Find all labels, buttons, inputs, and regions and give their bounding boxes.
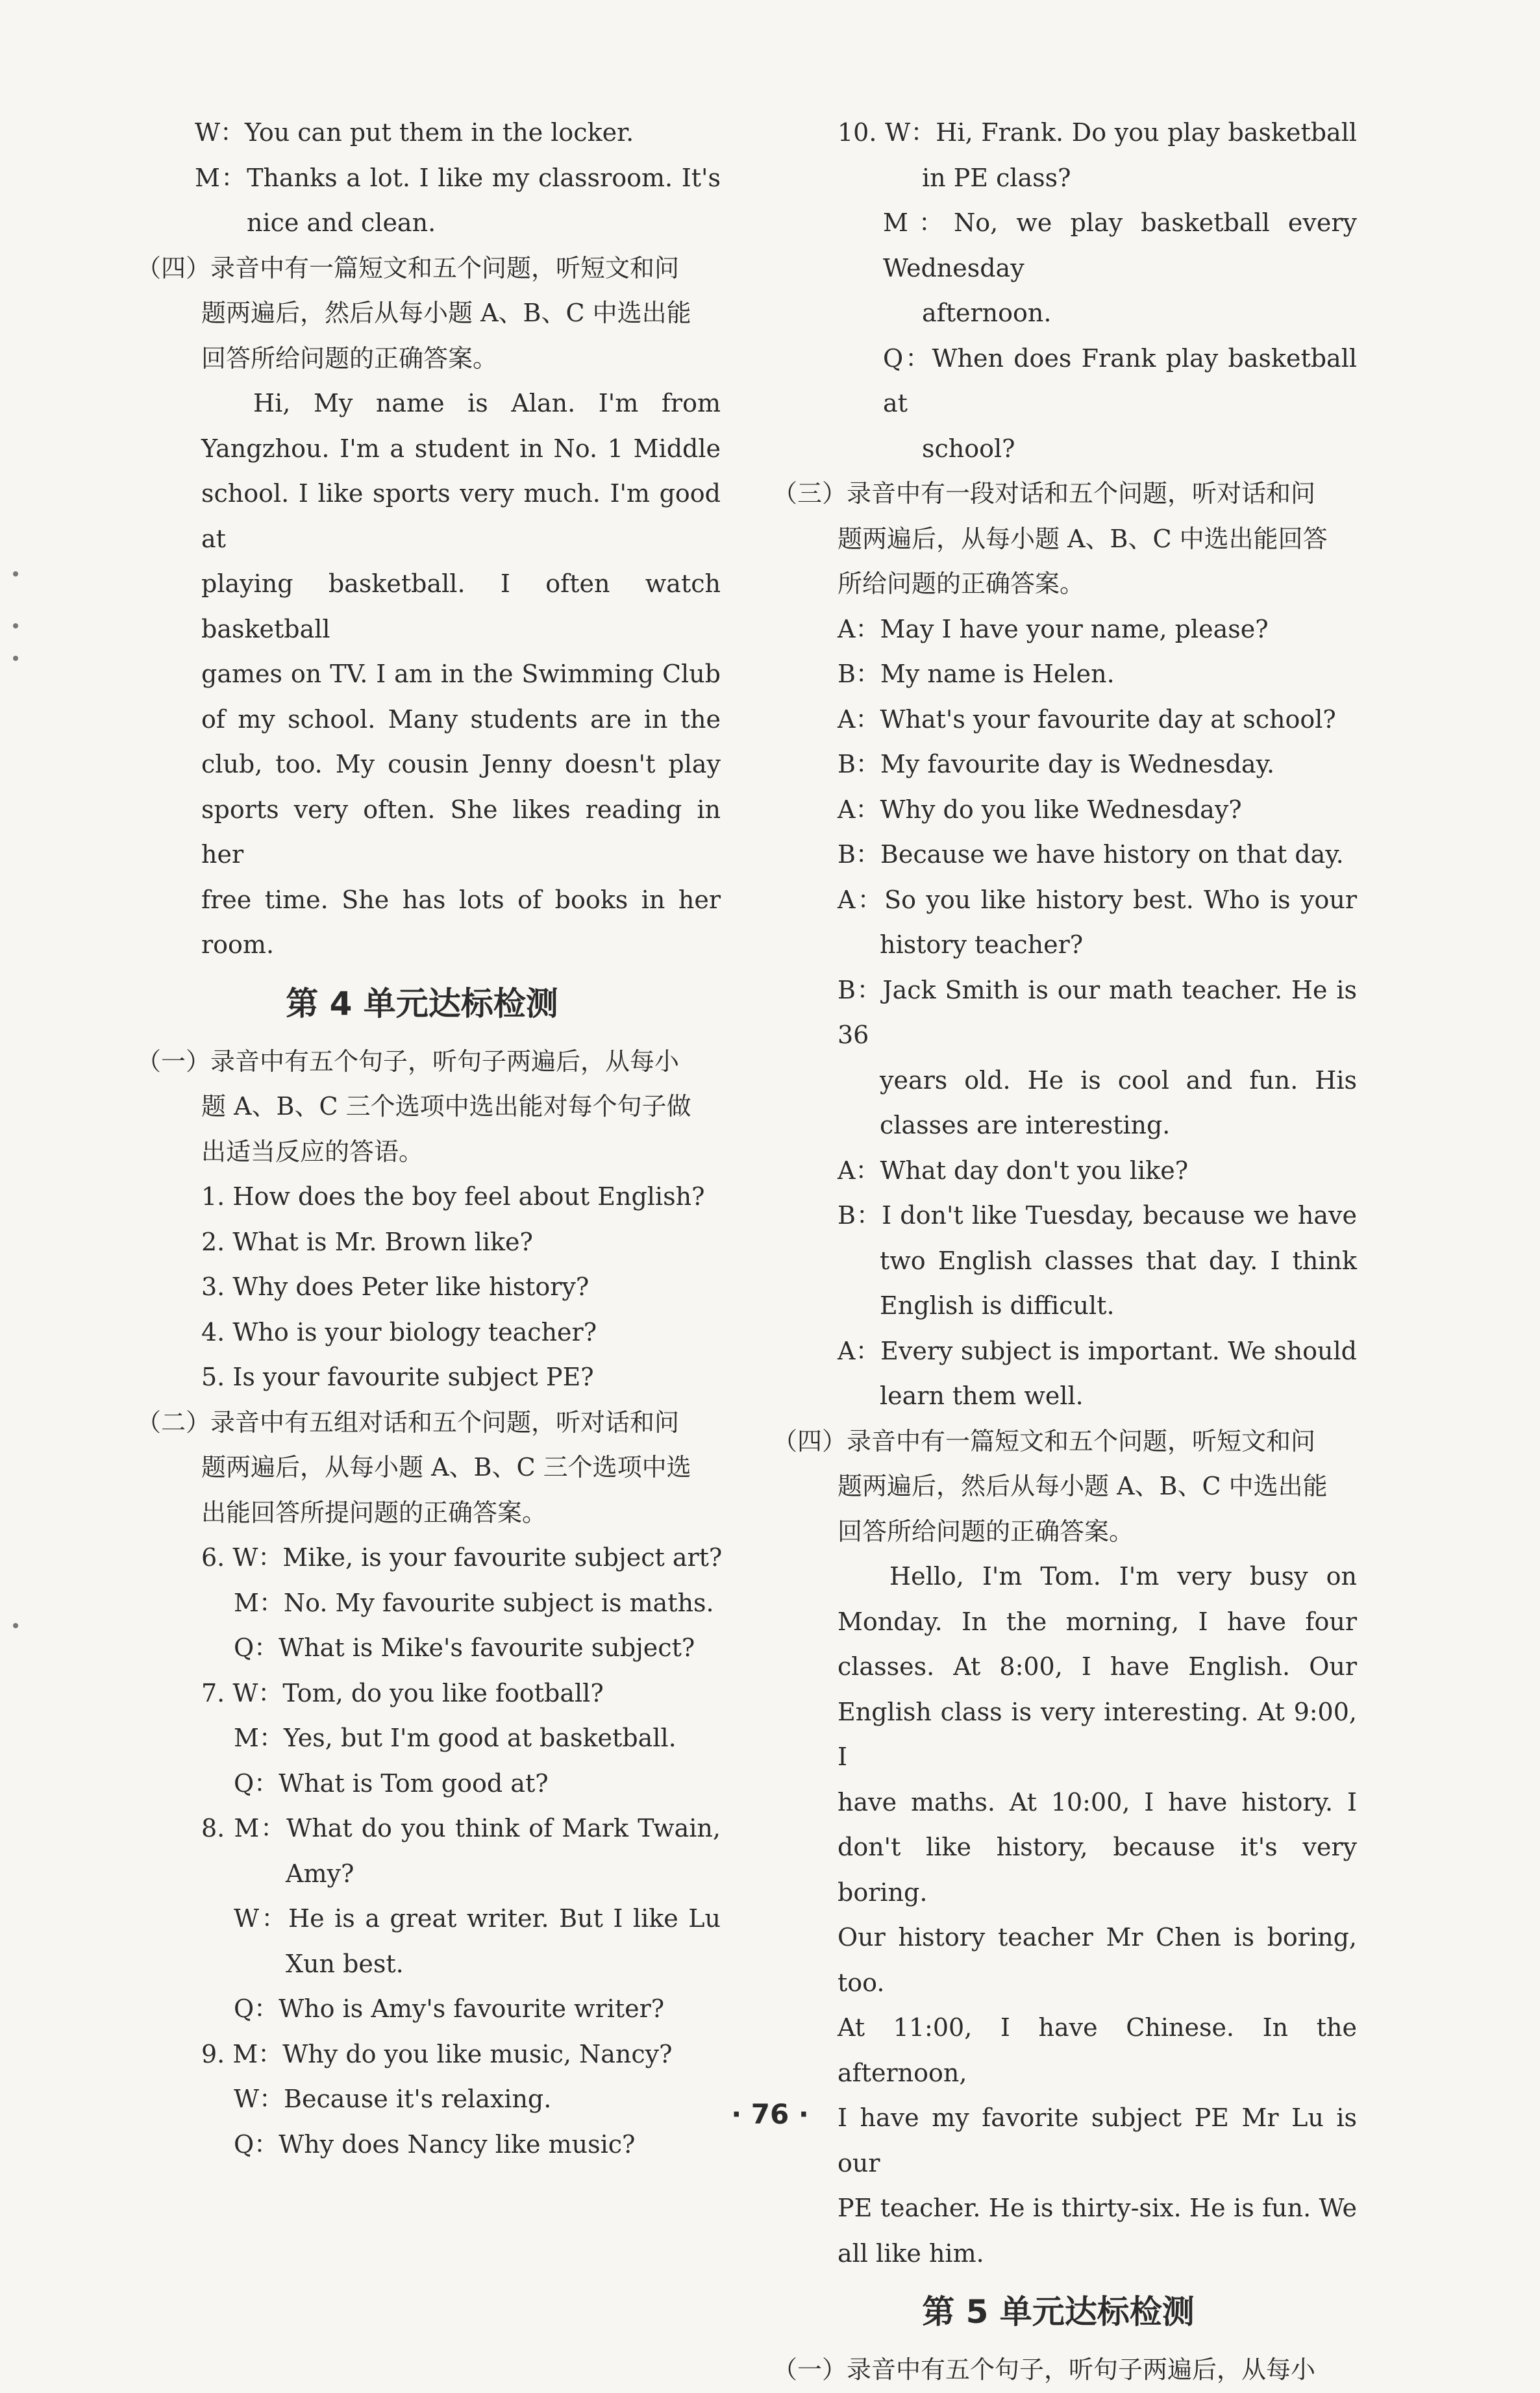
text-line: 所给问题的正确答案。 bbox=[838, 569, 1085, 598]
text-line: classes. At 8:00, I have English. Our bbox=[838, 1652, 1357, 1681]
text-line: W：He is a great writer. But I like Lu bbox=[234, 1904, 721, 1933]
text-line: Yangzhou. I'm a student in No. 1 Middle bbox=[201, 434, 721, 463]
text-line: 回答所给问题的正确答案。 bbox=[201, 343, 498, 373]
text-line: B：My favourite day is Wednesday. bbox=[838, 750, 1275, 778]
text-line: 4. Who is your biology teacher? bbox=[201, 1317, 597, 1346]
text-line: A：May I have your name, please? bbox=[838, 614, 1269, 643]
text-line: 题两遍后，从每小题 A、B、C 中选出能回答 bbox=[838, 524, 1328, 553]
text-line: years old. He is cool and fun. His bbox=[880, 1065, 1357, 1095]
text-line: W：Because it's relaxing. bbox=[234, 2085, 552, 2113]
text-line: 题两遍后，从每小题 A、B、C 三个选项中选 bbox=[201, 1453, 691, 1482]
text-line: 3. Why does Peter like history? bbox=[201, 1272, 590, 1301]
text-line: Amy? bbox=[286, 1859, 354, 1888]
text-line: 6. W：Mike, is your favourite subject art? bbox=[201, 1543, 723, 1572]
text-line: school? bbox=[922, 434, 1015, 463]
text-line: B：Jack Smith is our math teacher. He is 36 bbox=[838, 975, 1357, 1049]
text-line: W：You can put them in the locker. bbox=[195, 118, 634, 147]
text-line: 题两遍后，然后从每小题 A、B、C 中选出能 bbox=[838, 1472, 1328, 1500]
text-line: Hi, My name is Alan. I'm from bbox=[253, 389, 721, 417]
text-line: （三）录音中有一段对话和五个问题，听对话和问 bbox=[773, 479, 1316, 508]
text-line: 2. What is Mr. Brown like? bbox=[201, 1227, 533, 1256]
text-line: free time. She has lots of books in her bbox=[201, 885, 721, 914]
text-line: Xun best. bbox=[286, 1949, 404, 1978]
text-line: classes are interesting. bbox=[880, 1111, 1171, 1139]
text-line: At 11:00, I have Chinese. In the afternoon, bbox=[838, 2013, 1357, 2087]
text-line: playing basketball. I often watch basketball bbox=[201, 569, 721, 643]
text-line: B：Because we have history on that day. bbox=[838, 840, 1344, 869]
section-heading: 第 5 单元达标检测 bbox=[922, 2293, 1195, 2331]
text-line: A：What day don't you like? bbox=[838, 1156, 1189, 1185]
text-line: 出适当反应的答语。 bbox=[201, 1137, 424, 1166]
text-line: I have my favorite subject PE Mr Lu is our bbox=[838, 2103, 1357, 2177]
left-column bbox=[123, 110, 721, 2167]
text-line: A：So you like history best. Who is your bbox=[838, 885, 1357, 914]
text-line: B：My name is Helen. bbox=[838, 660, 1115, 688]
text-line: 5. Is your favourite subject PE? bbox=[201, 1363, 594, 1391]
text-line: in PE class? bbox=[922, 163, 1071, 192]
text-line: 题两遍后，然后从每小题 A、B、C 中选出能 bbox=[201, 299, 691, 327]
text-line: don't like history, because it's very boring. bbox=[838, 1833, 1357, 1907]
text-line: A：Every subject is important. We should bbox=[838, 1336, 1357, 1365]
scan-mark bbox=[13, 623, 18, 628]
text-line: A：Why do you like Wednesday? bbox=[838, 795, 1242, 824]
text-line: PE teacher. He is thirty-six. He is fun. We bbox=[838, 2194, 1357, 2222]
text-line: 10. W：Hi, Frank. Do you play basketball bbox=[838, 118, 1357, 147]
text-line: Q：Who is Amy's favourite writer? bbox=[234, 1994, 665, 2023]
scan-mark bbox=[13, 571, 18, 577]
text-line: Monday. In the morning, I have four bbox=[838, 1607, 1357, 1636]
text-line: （一）录音中有五个句子，听句子两遍后，从每小 bbox=[136, 1047, 680, 1076]
page-number: · 76 · bbox=[731, 2098, 809, 2130]
text-line: 1. How does the boy feel about English? bbox=[201, 1182, 705, 1211]
text-line: 7. W：Tom, do you like football? bbox=[201, 1678, 604, 1707]
text-line: English class is very interesting. At 9:00, I bbox=[838, 1697, 1357, 1771]
text-line: Q：What is Tom good at? bbox=[234, 1768, 549, 1798]
text-line: history teacher? bbox=[880, 930, 1084, 959]
text-line: M：Thanks a lot. I like my classroom. It's bbox=[195, 163, 721, 192]
scan-mark bbox=[13, 1623, 18, 1628]
text-line: M：No. My favourite subject is maths. bbox=[234, 1588, 714, 1617]
right-column bbox=[760, 110, 1357, 2393]
text-line: English is difficult. bbox=[880, 1291, 1115, 1320]
text-line: 题 A、B、C 三个选项中选出能对每个句子做 bbox=[201, 1092, 691, 1121]
text-line: have maths. At 10:00, I have history. I bbox=[838, 1787, 1357, 1816]
text-line: 出能回答所提问题的正确答案。 bbox=[201, 1498, 547, 1527]
text-line: （四）录音中有一篇短文和五个问题，听短文和问 bbox=[773, 1426, 1316, 1456]
text-line: Hello, I'm Tom. I'm very busy on bbox=[889, 1562, 1357, 1591]
text-line: two English classes that day. I think bbox=[880, 1246, 1357, 1275]
text-line: learn them well. bbox=[880, 1382, 1084, 1410]
text-line: M：No, we play basketball every Wednesday bbox=[883, 208, 1357, 282]
text-line: games on TV. I am in the Swimming Club bbox=[201, 660, 721, 688]
text-line: （二）录音中有五组对话和五个问题，听对话和问 bbox=[136, 1407, 680, 1437]
text-line: club, too. My cousin Jenny doesn't play bbox=[201, 750, 721, 778]
text-line: Our history teacher Mr Chen is boring, too. bbox=[838, 1923, 1357, 1997]
text-line: nice and clean. bbox=[247, 208, 436, 237]
text-line: （四）录音中有一篇短文和五个问题，听短文和问 bbox=[136, 253, 680, 282]
text-line: 9. M：Why do you like music, Nancy? bbox=[201, 2039, 673, 2068]
text-line: sports very often. She likes reading in her bbox=[201, 795, 721, 869]
text-line: B：I don't like Tuesday, because we have bbox=[838, 1201, 1357, 1230]
text-line: 8. M：What do you think of Mark Twain, bbox=[201, 1814, 721, 1842]
text-line: afternoon. bbox=[922, 299, 1052, 327]
text-line: （一）录音中有五个句子，听句子两遍后，从每小 bbox=[773, 2355, 1316, 2384]
text-line: A：What's your favourite day at school? bbox=[838, 704, 1336, 734]
text-line: Q：When does Frank play basketball at bbox=[883, 343, 1357, 417]
text-line: school. I like sports very much. I'm good at bbox=[201, 479, 721, 553]
text-line: of my school. Many students are in the bbox=[201, 704, 721, 734]
text-line: 回答所给问题的正确答案。 bbox=[838, 1517, 1134, 1546]
text-line: Q：Why does Nancy like music? bbox=[234, 2129, 636, 2159]
section-heading: 第 4 单元达标检测 bbox=[286, 984, 558, 1023]
text-line: Q：What is Mike's favourite subject? bbox=[234, 1633, 695, 1662]
scan-mark bbox=[13, 656, 18, 661]
text-line: all like him. bbox=[838, 2238, 984, 2268]
text-line: room. bbox=[201, 930, 275, 959]
text-line: M：Yes, but I'm good at basketball. bbox=[234, 1724, 677, 1752]
